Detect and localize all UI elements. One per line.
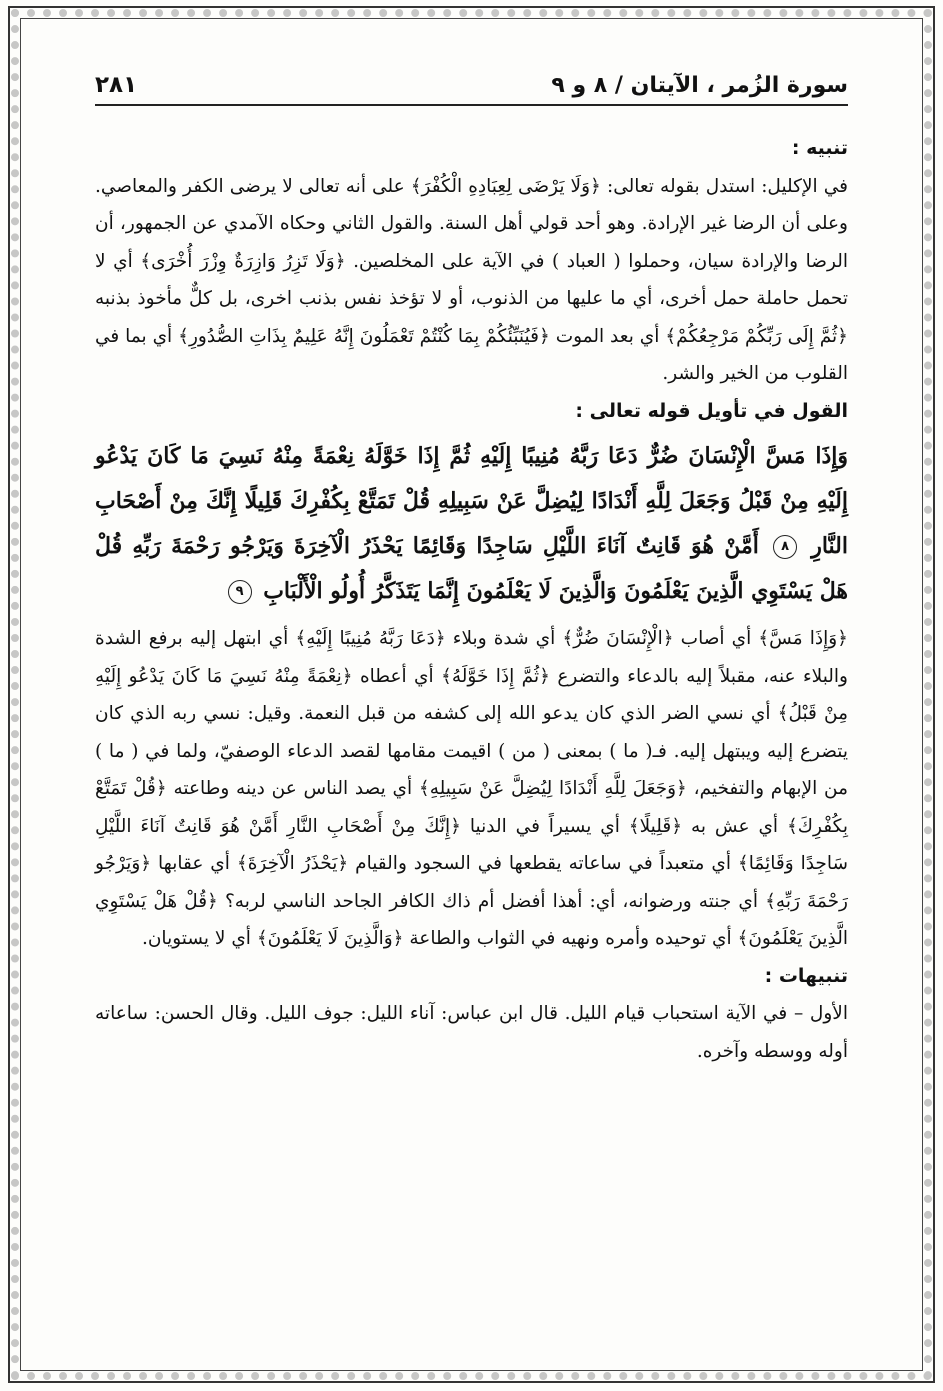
- page-number: ٢٨١: [95, 72, 138, 98]
- section-heading-tanbih: تنبيه :: [791, 137, 848, 159]
- paragraph-tafsir: ﴿وَإِذَا مَسَّ﴾ أي أصاب ﴿الْإِنْسَانَ ضُرٌّ﴾ أي شدة وبلاء ﴿دَعَا رَبَّهُ مُنِيبًا إِلَيْهِ﴾ أي ابتهل إليه برفع الشدة والبلاء عنه، مقبلاً إليه بالدعاء والتضرع ﴿ثُمَّ إِذَا خَوَّلَهُ﴾ أي أعطاه ﴿نِعْمَةً مِنْهُ نَسِيَ مَا كَانَ يَدْعُو إِلَيْهِ مِنْ قَبْلُ﴾ أي نسي الضر الذي كان يدعو الله إلى كشفه من قبل النعمة. وقيل: نسي ربه الذي كان يتضرع إليه ويبتهل إليه. فـ( ما ) بمعنى ( من ) اقيمت مقامها لقصد الدعاء الوصفيّ، ولما في ( ما ) من الإبهام والتفخيم، ﴿وَجَعَلَ لِلَّهِ أَنْدَادًا لِيُضِلَّ عَنْ سَبِيلِهِ﴾ أي يصد الناس عن دينه وطاعته ﴿قُلْ تَمَتَّعْ بِكُفْرِكَ﴾ أي عش به ﴿قَلِيلًا﴾ أي يسيراً في الدنيا ﴿إِنَّكَ مِنْ أَصْحَابِ النَّارِ أَمَّنْ هُوَ قَانِتٌ آنَاءَ اللَّيْلِ سَاجِدًا وَقَائِمًا﴾ أي متعبداً في ساعاته يقطعها في السجود والقيام ﴿يَحْذَرُ الْآخِرَةَ﴾ أي عقابها ﴿وَيَرْجُو رَحْمَةَ رَبِّهِ﴾ أي جنته ورضوانه، أي: أهذا أفضل أم ذاك الكافر الجاحد الناسي لربه؟ ﴿قُلْ هَلْ يَسْتَوِي الَّذِينَ يَعْلَمُونَ﴾ أي توحيده وأمره ونهيه في الثواب والطاعة ﴿وَالَّذِينَ لَا يَعْلَمُونَ﴾ أي لا يستويان.: [95, 628, 848, 949]
- paragraph-iklil: في الإكليل: استدل بقوله تعالى: ﴿وَلَا يَرْضَى لِعِبَادِهِ الْكُفْرَ﴾ على أنه تعالى لا يرضى الكفر والمعاصي. وعلى أن الرضا غير الإرادة. وهو أحد قولي أهل السنة. والقول الثاني وحكاه الآمدي عن الجمهور، أن الرضا والإرادة سيان، وحملوا ( العباد ) في الآية على المخلصين. ﴿وَلَا تَزِرُ وَازِرَةٌ وِزْرَ أُخْرَى﴾ أي لا تحمل حاملة حمل أخرى، أي ما عليها من الذنوب، أو لا تؤخذ نفس بذنب اخرى، بل كلٌّ مأخوذ بذنبه ﴿ثُمَّ إِلَى رَبِّكُمْ مَرْجِعُكُمْ﴾ أي بعد الموت ﴿فَيُنَبِّئُكُمْ بِمَا كُنْتُمْ تَعْمَلُونَ إِنَّهُ عَلِيمٌ بِذَاتِ الصُّدُورِ﴾ أي بما في القلوب من الخير والشر.: [95, 175, 848, 384]
- running-title: سورة الزُمر ، الآيتان / ٨ و ٩: [551, 73, 848, 98]
- verse-number-8-marker: ٨: [773, 535, 797, 559]
- verse-9-text: أَمَّنْ هُوَ قَانِتٌ آنَاءَ اللَّيْلِ سَاجِدًا وَقَائِمًا يَحْذَرُ الْآخِرَةَ وَيَرْجُو رَحْمَةَ رَبِّهِ قُلْ هَلْ يَسْتَوِي الَّذِينَ يَعْلَمُونَ وَالَّذِينَ لَا يَعْلَمُونَ إِنَّمَا يَتَذَكَّرُ أُولُو الْأَلْبَابِ: [95, 533, 848, 604]
- paragraph-tanbihat-first: الأول – في الآية استحباب قيام الليل. قال ابن عباس: آناء الليل: جوف الليل. وقال الحسن: ساعاته أوله ووسطه وآخره.: [95, 1003, 848, 1062]
- section-heading-tanbihat: تنبيهات :: [764, 964, 848, 987]
- verse-8-text: وَإِذَا مَسَّ الْإِنْسَانَ ضُرٌّ دَعَا رَبَّهُ مُنِيبًا إِلَيْهِ ثُمَّ إِذَا خَوَّلَهُ نِعْمَةً مِنْهُ نَسِيَ مَا كَانَ يَدْعُو إِلَيْهِ مِنْ قَبْلُ وَجَعَلَ لِلَّهِ أَنْدَادًا لِيُضِلَّ عَنْ سَبِيلِهِ قُلْ تَمَتَّعْ بِكُفْرِكَ قَلِيلًا إِنَّكَ مِنْ أَصْحَابِ النَّارِ: [95, 443, 848, 559]
- page-content: [95, 130, 848, 1331]
- verse-number-9-marker: ٩: [228, 580, 252, 604]
- section-heading-tawil: القول في تأويل قوله تعالى :: [575, 399, 848, 422]
- quran-verse-block: [95, 434, 848, 614]
- page-header: [95, 58, 848, 106]
